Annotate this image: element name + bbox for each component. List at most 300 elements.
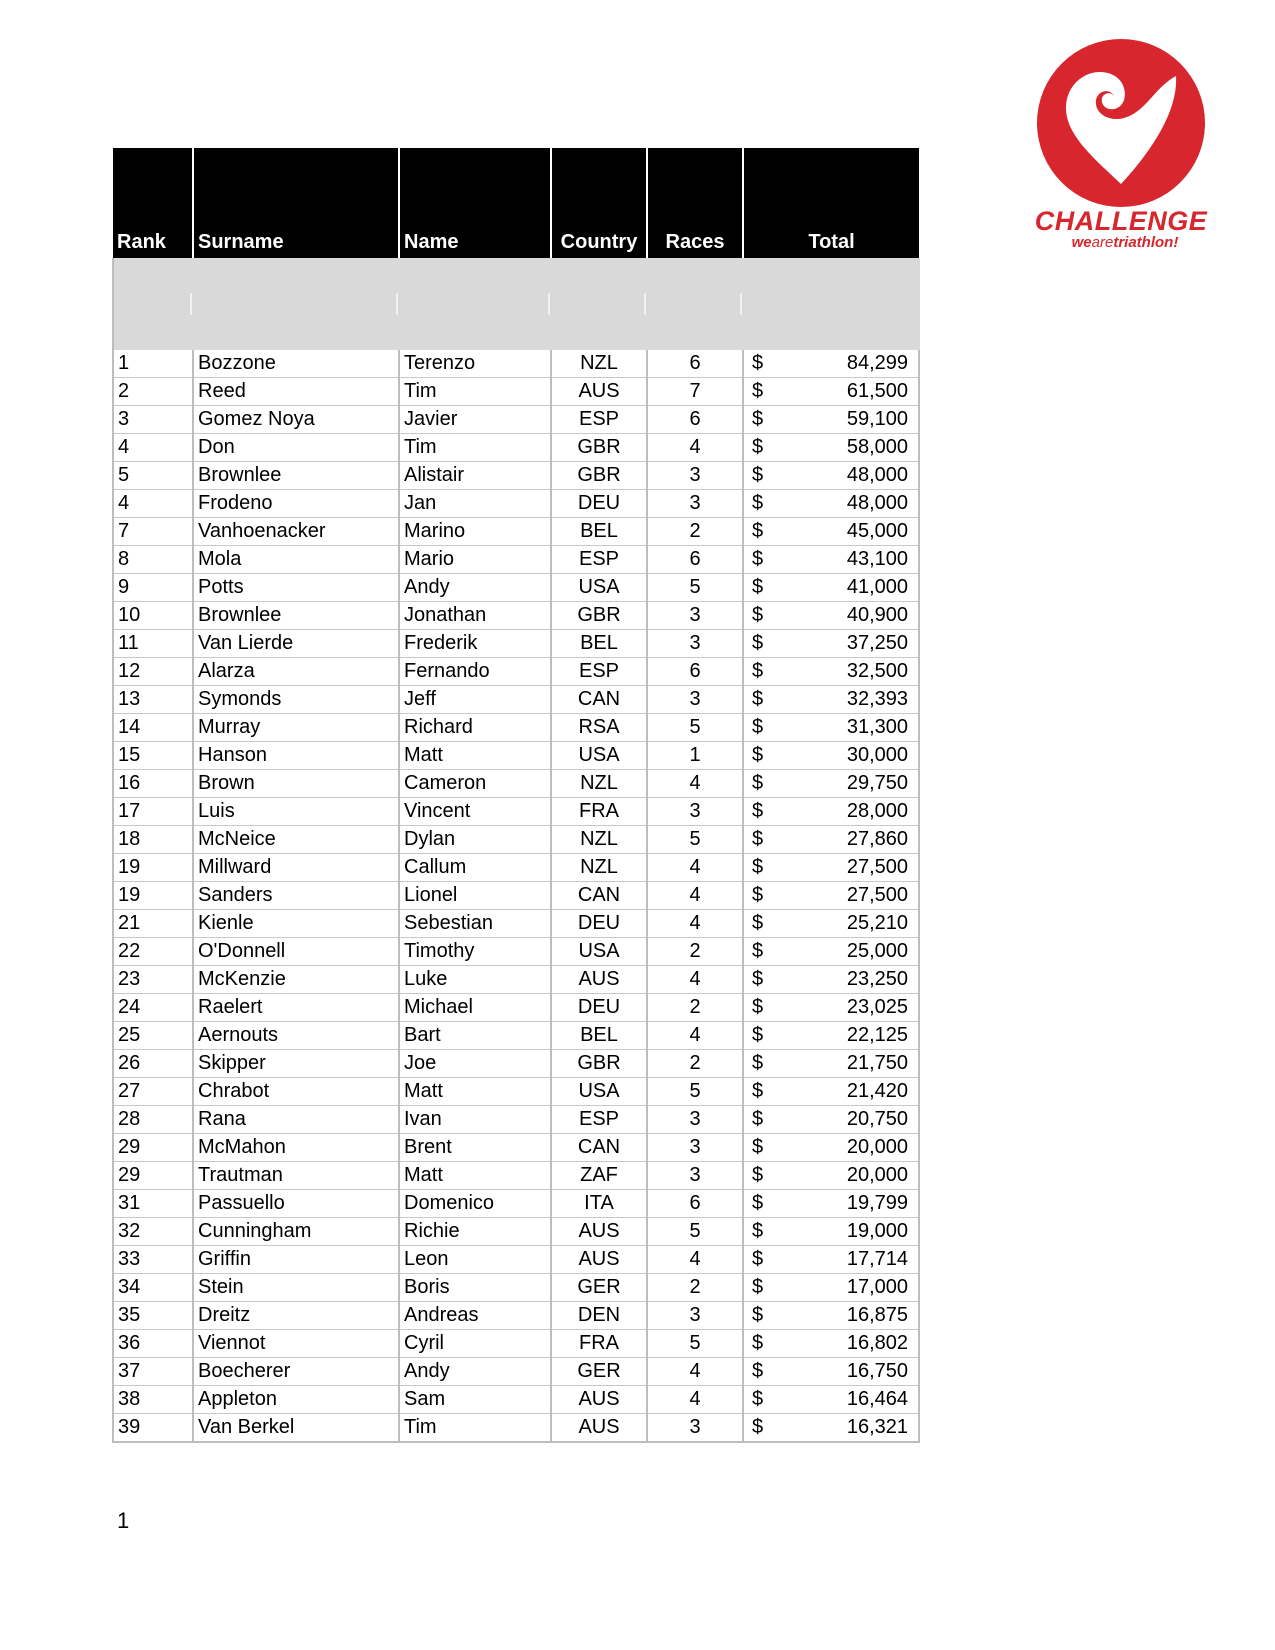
header-races: Races xyxy=(647,148,743,258)
surname-cell: Van Lierde xyxy=(193,630,399,658)
country-cell: ESP xyxy=(551,406,647,434)
name-cell: Richie xyxy=(399,1218,551,1246)
currency-symbol: $ xyxy=(752,1276,764,1298)
total-amount: 43,100 xyxy=(846,548,908,570)
country-cell: BEL xyxy=(551,630,647,658)
rank-cell: 12 xyxy=(113,658,193,686)
surname-cell: Alarza xyxy=(193,658,399,686)
surname-cell: McKenzie xyxy=(193,966,399,994)
rank-cell: 1 xyxy=(113,350,193,378)
name-cell: Bart xyxy=(399,1022,551,1050)
table-row xyxy=(113,798,919,826)
total-cell xyxy=(743,1190,919,1218)
rank-cell: 2 xyxy=(113,378,193,406)
country-cell: NZL xyxy=(551,854,647,882)
total-cell xyxy=(743,910,919,938)
table-row xyxy=(113,770,919,798)
table-row xyxy=(113,1246,919,1274)
total-cell xyxy=(743,1134,919,1162)
spacer-cell xyxy=(743,258,919,350)
surname-cell: Potts xyxy=(193,574,399,602)
races-cell: 3 xyxy=(647,1414,743,1443)
races-cell: 5 xyxy=(647,1218,743,1246)
name-cell: Matt xyxy=(399,1078,551,1106)
surname-cell: Rana xyxy=(193,1106,399,1134)
currency-symbol: $ xyxy=(752,940,764,962)
name-cell: Jan xyxy=(399,490,551,518)
rank-cell: 22 xyxy=(113,938,193,966)
total-cell xyxy=(743,518,919,546)
rank-cell: 15 xyxy=(113,742,193,770)
total-amount: 27,500 xyxy=(846,884,908,906)
currency-symbol: $ xyxy=(752,1192,764,1214)
country-cell: AUS xyxy=(551,1218,647,1246)
races-cell: 4 xyxy=(647,1386,743,1414)
total-amount: 16,464 xyxy=(846,1388,908,1410)
rank-cell: 11 xyxy=(113,630,193,658)
currency-symbol: $ xyxy=(752,884,764,906)
table-row xyxy=(113,574,919,602)
total-cell xyxy=(743,1106,919,1134)
ranking-table xyxy=(112,148,920,1443)
total-amount: 17,714 xyxy=(846,1248,908,1270)
total-cell xyxy=(743,406,919,434)
races-cell: 3 xyxy=(647,1134,743,1162)
total-amount: 23,250 xyxy=(846,968,908,990)
races-cell: 1 xyxy=(647,742,743,770)
rank-cell: 39 xyxy=(113,1414,193,1443)
total-amount: 61,500 xyxy=(846,380,908,402)
currency-symbol: $ xyxy=(752,716,764,738)
races-cell: 2 xyxy=(647,994,743,1022)
table-row xyxy=(113,1134,919,1162)
rank-cell: 17 xyxy=(113,798,193,826)
rank-cell: 38 xyxy=(113,1386,193,1414)
rank-cell: 10 xyxy=(113,602,193,630)
currency-symbol: $ xyxy=(752,744,764,766)
total-amount: 17,000 xyxy=(846,1276,908,1298)
rank-cell: 24 xyxy=(113,994,193,1022)
rank-cell: 28 xyxy=(113,1106,193,1134)
races-cell: 4 xyxy=(647,1246,743,1274)
name-cell: Fernando xyxy=(399,658,551,686)
rank-cell: 23 xyxy=(113,966,193,994)
currency-symbol: $ xyxy=(752,520,764,542)
heart-swirl-icon xyxy=(1036,38,1206,208)
total-amount: 25,000 xyxy=(846,940,908,962)
country-cell: AUS xyxy=(551,378,647,406)
total-amount: 16,802 xyxy=(846,1332,908,1354)
rank-cell: 27 xyxy=(113,1078,193,1106)
table-row xyxy=(113,1414,919,1443)
surname-cell: Brown xyxy=(193,770,399,798)
surname-cell: Vanhoenacker xyxy=(193,518,399,546)
name-cell: Terenzo xyxy=(399,350,551,378)
spacer-cell xyxy=(113,258,193,350)
name-cell: Tim xyxy=(399,1414,551,1443)
table-row xyxy=(113,490,919,518)
total-amount: 84,299 xyxy=(846,352,908,374)
surname-cell: Kienle xyxy=(193,910,399,938)
currency-symbol: $ xyxy=(752,408,764,430)
name-cell: Javier xyxy=(399,406,551,434)
rank-cell: 29 xyxy=(113,1162,193,1190)
races-cell: 3 xyxy=(647,602,743,630)
table-row xyxy=(113,1162,919,1190)
name-cell: Mario xyxy=(399,546,551,574)
total-amount: 27,860 xyxy=(846,828,908,850)
rank-cell: 5 xyxy=(113,462,193,490)
currency-symbol: $ xyxy=(752,912,764,934)
total-amount: 20,000 xyxy=(846,1136,908,1158)
surname-cell: Brownlee xyxy=(193,602,399,630)
logo-wordmark: CHALLENGE xyxy=(1034,206,1208,236)
total-cell xyxy=(743,1218,919,1246)
currency-symbol: $ xyxy=(752,1416,764,1438)
surname-cell: Don xyxy=(193,434,399,462)
currency-symbol: $ xyxy=(752,1164,764,1186)
country-cell: CAN xyxy=(551,882,647,910)
country-cell: DEU xyxy=(551,994,647,1022)
rank-cell: 16 xyxy=(113,770,193,798)
country-cell: DEU xyxy=(551,910,647,938)
name-cell: Marino xyxy=(399,518,551,546)
table-row xyxy=(113,602,919,630)
total-amount: 21,750 xyxy=(846,1052,908,1074)
total-cell xyxy=(743,1246,919,1274)
name-cell: Andy xyxy=(399,574,551,602)
table-row xyxy=(113,1358,919,1386)
surname-cell: Viennot xyxy=(193,1330,399,1358)
races-cell: 4 xyxy=(647,1358,743,1386)
currency-symbol: $ xyxy=(752,1248,764,1270)
total-cell xyxy=(743,630,919,658)
surname-cell: Passuello xyxy=(193,1190,399,1218)
currency-symbol: $ xyxy=(752,828,764,850)
table-row xyxy=(113,1022,919,1050)
country-cell: NZL xyxy=(551,770,647,798)
country-cell: RSA xyxy=(551,714,647,742)
rank-cell: 26 xyxy=(113,1050,193,1078)
currency-symbol: $ xyxy=(752,436,764,458)
name-cell: Brent xyxy=(399,1134,551,1162)
currency-symbol: $ xyxy=(752,632,764,654)
races-cell: 3 xyxy=(647,1106,743,1134)
surname-cell: Frodeno xyxy=(193,490,399,518)
country-cell: GBR xyxy=(551,434,647,462)
total-cell xyxy=(743,938,919,966)
surname-cell: Griffin xyxy=(193,1246,399,1274)
spacer-cell xyxy=(399,258,551,350)
country-cell: DEU xyxy=(551,490,647,518)
total-cell xyxy=(743,602,919,630)
header-total: Total xyxy=(743,148,919,258)
rank-cell: 25 xyxy=(113,1022,193,1050)
currency-symbol: $ xyxy=(752,604,764,626)
currency-symbol: $ xyxy=(752,772,764,794)
name-cell: Timothy xyxy=(399,938,551,966)
total-cell xyxy=(743,1050,919,1078)
rank-cell: 35 xyxy=(113,1302,193,1330)
name-cell: Matt xyxy=(399,1162,551,1190)
country-cell: ESP xyxy=(551,546,647,574)
table-row xyxy=(113,854,919,882)
currency-symbol: $ xyxy=(752,1136,764,1158)
total-amount: 32,500 xyxy=(846,660,908,682)
country-cell: AUS xyxy=(551,966,647,994)
table-row xyxy=(113,1330,919,1358)
surname-cell: Sanders xyxy=(193,882,399,910)
table-row xyxy=(113,1302,919,1330)
races-cell: 4 xyxy=(647,910,743,938)
name-cell: Richard xyxy=(399,714,551,742)
surname-cell: Aernouts xyxy=(193,1022,399,1050)
page-number: 1 xyxy=(117,1508,130,1533)
table-row xyxy=(113,434,919,462)
surname-cell: McNeice xyxy=(193,826,399,854)
country-cell: GBR xyxy=(551,1050,647,1078)
total-cell xyxy=(743,1414,919,1443)
races-cell: 4 xyxy=(647,882,743,910)
table-row xyxy=(113,630,919,658)
surname-cell: Chrabot xyxy=(193,1078,399,1106)
total-amount: 45,000 xyxy=(846,520,908,542)
total-amount: 37,250 xyxy=(846,632,908,654)
spacer-cell xyxy=(647,258,743,350)
country-cell: FRA xyxy=(551,798,647,826)
currency-symbol: $ xyxy=(752,1080,764,1102)
name-cell: Boris xyxy=(399,1274,551,1302)
total-cell xyxy=(743,994,919,1022)
total-cell xyxy=(743,742,919,770)
currency-symbol: $ xyxy=(752,464,764,486)
total-amount: 22,125 xyxy=(846,1024,908,1046)
surname-cell: Dreitz xyxy=(193,1302,399,1330)
total-amount: 41,000 xyxy=(846,576,908,598)
table-row xyxy=(113,742,919,770)
rank-cell: 8 xyxy=(113,546,193,574)
name-cell: Cameron xyxy=(399,770,551,798)
name-cell: Callum xyxy=(399,854,551,882)
total-cell xyxy=(743,378,919,406)
rank-cell: 36 xyxy=(113,1330,193,1358)
table-row xyxy=(113,938,919,966)
logo-tagline xyxy=(1036,234,1214,252)
total-cell xyxy=(743,490,919,518)
total-cell xyxy=(743,1302,919,1330)
header-rank: Rank xyxy=(113,148,193,258)
rank-cell: 34 xyxy=(113,1274,193,1302)
currency-symbol: $ xyxy=(752,1220,764,1242)
name-cell: Michael xyxy=(399,994,551,1022)
surname-cell: Murray xyxy=(193,714,399,742)
rank-cell: 18 xyxy=(113,826,193,854)
table-row xyxy=(113,994,919,1022)
table-row xyxy=(113,966,919,994)
races-cell: 4 xyxy=(647,770,743,798)
surname-cell: Appleton xyxy=(193,1386,399,1414)
name-cell: Sam xyxy=(399,1386,551,1414)
table-row xyxy=(113,518,919,546)
races-cell: 6 xyxy=(647,406,743,434)
rank-cell: 31 xyxy=(113,1190,193,1218)
total-amount: 30,000 xyxy=(846,744,908,766)
rank-cell: 37 xyxy=(113,1358,193,1386)
name-cell: Alistair xyxy=(399,462,551,490)
races-cell: 2 xyxy=(647,1050,743,1078)
tagline-part: are xyxy=(1091,234,1114,251)
name-cell: Andreas xyxy=(399,1302,551,1330)
surname-cell: Brownlee xyxy=(193,462,399,490)
country-cell: NZL xyxy=(551,350,647,378)
total-cell xyxy=(743,686,919,714)
name-cell: Tim xyxy=(399,434,551,462)
currency-symbol: $ xyxy=(752,380,764,402)
races-cell: 2 xyxy=(647,938,743,966)
name-cell: Joe xyxy=(399,1050,551,1078)
races-cell: 4 xyxy=(647,1022,743,1050)
total-amount: 27,500 xyxy=(846,856,908,878)
total-cell xyxy=(743,1358,919,1386)
surname-cell: Bozzone xyxy=(193,350,399,378)
header-row xyxy=(113,148,919,258)
total-cell xyxy=(743,770,919,798)
total-amount: 19,799 xyxy=(846,1192,908,1214)
total-cell xyxy=(743,1078,919,1106)
total-amount: 28,000 xyxy=(846,800,908,822)
table-row xyxy=(113,882,919,910)
table-row xyxy=(113,714,919,742)
surname-cell: Mola xyxy=(193,546,399,574)
total-cell xyxy=(743,1386,919,1414)
surname-cell: Symonds xyxy=(193,686,399,714)
country-cell: CAN xyxy=(551,1134,647,1162)
country-cell: USA xyxy=(551,574,647,602)
races-cell: 6 xyxy=(647,658,743,686)
name-cell: Tim xyxy=(399,378,551,406)
currency-symbol: $ xyxy=(752,1108,764,1130)
currency-symbol: $ xyxy=(752,996,764,1018)
total-cell xyxy=(743,574,919,602)
total-cell xyxy=(743,1330,919,1358)
table-row xyxy=(113,1386,919,1414)
currency-symbol: $ xyxy=(752,1052,764,1074)
name-cell: Cyril xyxy=(399,1330,551,1358)
country-cell: GBR xyxy=(551,462,647,490)
tagline-part: we xyxy=(1071,234,1092,251)
name-cell: Ivan xyxy=(399,1106,551,1134)
country-cell: AUS xyxy=(551,1246,647,1274)
races-cell: 2 xyxy=(647,1274,743,1302)
rank-cell: 4 xyxy=(113,434,193,462)
table-row xyxy=(113,378,919,406)
currency-symbol: $ xyxy=(752,800,764,822)
rank-cell: 32 xyxy=(113,1218,193,1246)
name-cell: Dylan xyxy=(399,826,551,854)
surname-cell: Boecherer xyxy=(193,1358,399,1386)
country-cell: NZL xyxy=(551,826,647,854)
rank-cell: 9 xyxy=(113,574,193,602)
races-cell: 5 xyxy=(647,714,743,742)
name-cell: Jeff xyxy=(399,686,551,714)
country-cell: AUS xyxy=(551,1414,647,1443)
races-cell: 2 xyxy=(647,518,743,546)
total-cell xyxy=(743,1274,919,1302)
rank-cell: 33 xyxy=(113,1246,193,1274)
races-cell: 3 xyxy=(647,630,743,658)
races-cell: 7 xyxy=(647,378,743,406)
country-cell: USA xyxy=(551,1078,647,1106)
total-amount: 21,420 xyxy=(846,1080,908,1102)
total-cell xyxy=(743,1022,919,1050)
total-cell xyxy=(743,434,919,462)
country-cell: GBR xyxy=(551,602,647,630)
table-row xyxy=(113,1274,919,1302)
currency-symbol: $ xyxy=(752,352,764,374)
country-cell: USA xyxy=(551,938,647,966)
races-cell: 3 xyxy=(647,686,743,714)
currency-symbol: $ xyxy=(752,688,764,710)
header-country: Country xyxy=(551,148,647,258)
spacer-row xyxy=(113,258,919,350)
currency-symbol: $ xyxy=(752,1024,764,1046)
table-row xyxy=(113,1050,919,1078)
races-cell: 3 xyxy=(647,462,743,490)
surname-cell: McMahon xyxy=(193,1134,399,1162)
country-cell: ESP xyxy=(551,1106,647,1134)
header-name: Name xyxy=(399,148,551,258)
rank-cell: 4 xyxy=(113,490,193,518)
table-row xyxy=(113,462,919,490)
table-row xyxy=(113,658,919,686)
total-cell xyxy=(743,546,919,574)
total-amount: 29,750 xyxy=(846,772,908,794)
country-cell: BEL xyxy=(551,518,647,546)
total-cell xyxy=(743,1162,919,1190)
spacer-cell xyxy=(551,258,647,350)
table-row xyxy=(113,1218,919,1246)
races-cell: 5 xyxy=(647,574,743,602)
rank-cell: 29 xyxy=(113,1134,193,1162)
table-row xyxy=(113,1190,919,1218)
total-amount: 40,900 xyxy=(846,604,908,626)
country-cell: DEN xyxy=(551,1302,647,1330)
total-amount: 16,875 xyxy=(846,1304,908,1326)
races-cell: 4 xyxy=(647,854,743,882)
name-cell: Lionel xyxy=(399,882,551,910)
country-cell: FRA xyxy=(551,1330,647,1358)
country-cell: AUS xyxy=(551,1386,647,1414)
total-amount: 31,300 xyxy=(846,716,908,738)
country-cell: BEL xyxy=(551,1022,647,1050)
currency-symbol: $ xyxy=(752,548,764,570)
surname-cell: Trautman xyxy=(193,1162,399,1190)
total-amount: 58,000 xyxy=(846,436,908,458)
total-cell xyxy=(743,826,919,854)
surname-cell: Stein xyxy=(193,1274,399,1302)
name-cell: Sebestian xyxy=(399,910,551,938)
rank-cell: 13 xyxy=(113,686,193,714)
table-row xyxy=(113,1106,919,1134)
rank-cell: 19 xyxy=(113,854,193,882)
table-row xyxy=(113,1078,919,1106)
name-cell: Matt xyxy=(399,742,551,770)
currency-symbol: $ xyxy=(752,856,764,878)
total-amount: 20,000 xyxy=(846,1164,908,1186)
country-cell: GER xyxy=(551,1358,647,1386)
table-row xyxy=(113,350,919,378)
races-cell: 6 xyxy=(647,1190,743,1218)
